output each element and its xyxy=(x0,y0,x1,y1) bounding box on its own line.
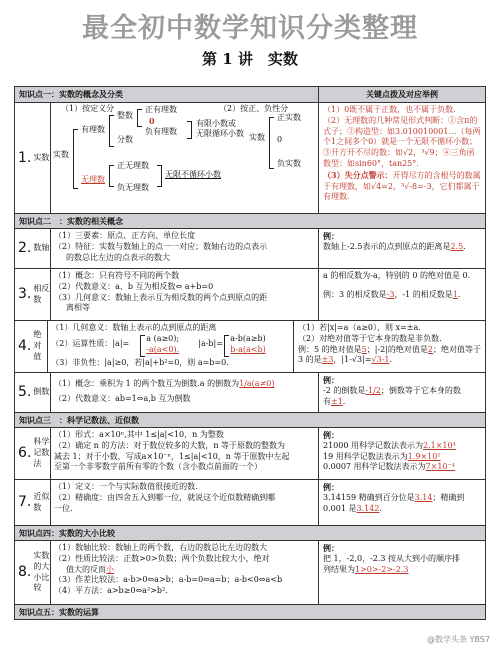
point-3-cont: 离相等 xyxy=(66,303,90,313)
point-2: （2）代数意义：a、b 互为相反数⇔ a+b=0 xyxy=(54,281,214,291)
point-2-cont2: 至第一个非零数字前所有零的个数（含小数点前面的一个） xyxy=(54,462,262,472)
example-label: 例： xyxy=(323,543,339,553)
header-right: 关键点拨及对应举例 xyxy=(366,89,438,99)
row-real-numbers xyxy=(15,102,485,213)
example-text: 例：3 的相反数是 xyxy=(323,289,387,299)
row-approximation: 7. 近似数 （1）定义：一个与实际数值很接近的数. （2）精确度：由四舍五入到哪一位，就说这个近似数精确到哪 一位. 例： 3.14159 精确到百分位是3.14；精确到 0.001 是3.142. xyxy=(15,479,485,525)
point-1: （1）数轴比较：数轴上的两个数，右边的数总比左边的数大 xyxy=(54,543,268,552)
node-pos-rational: 正有理数 xyxy=(145,105,177,114)
case-3: a-b(a≥b) xyxy=(230,334,266,343)
row-number: 7. xyxy=(18,494,32,511)
answer: √3-1 xyxy=(371,355,390,365)
node-finite: 有限小数或 xyxy=(196,119,236,128)
row-title: 实数的大小比较 xyxy=(33,550,50,593)
node-zero-2: 0 xyxy=(277,135,283,144)
point-2: （2）运算性质：|a|= xyxy=(51,339,130,348)
row-opposite: 3. 相反数 （1）概念：只有符号不同的两个数 （2）代数意义：a、b 互为相反数⇔ a+b=0 （3）几何意义：数轴上表示互为相反数的两个点到原点的距 离相等 a 的相反数为-a，特别的 0 的绝对值是 0. 例：3 的相反数是-3，-1 的相反数是1. xyxy=(15,268,485,320)
node-neg-irrational: 负无理数 xyxy=(117,183,149,192)
brace-icon xyxy=(224,335,229,357)
knowledge-table xyxy=(14,86,486,620)
example-label: 例： xyxy=(323,482,339,492)
node-fraction: 分数 xyxy=(117,135,133,144)
point-1: （1）三要素：原点、正方向、单位长度 xyxy=(54,231,196,240)
row-number: 5. xyxy=(18,384,32,401)
row-title: 科学记数法 xyxy=(33,437,50,468)
section-header-2: 知识点二 ：实数的相关概念 xyxy=(15,213,485,228)
answer: 1.9×10¹ xyxy=(407,451,441,461)
node-pos-real: 正实数 xyxy=(277,113,301,122)
answer: 3.14 xyxy=(414,492,433,502)
answer: 小 xyxy=(106,564,114,574)
section-header-5: 知识点五：实数的运算 xyxy=(15,604,485,619)
tip-2: （2）对绝对值等于它本身的数是非负数. xyxy=(297,333,442,343)
point-2-cont: 的数总比左边的点表示的数大 xyxy=(66,252,170,262)
section-header-3: 知识点三 ：科学记数法、近似数 xyxy=(15,412,485,427)
row-scientific-notation: 6. 科学记数法 （1）形式：a×10ⁿ,其中 1≤|a|<10，n 为整数 （2）确定 n 的方法：对于数位较多的大数，n 等于原数的整数为 减去 1；对于小数，写成a×10⁻ⁿ，1≤|a|<10，n 等于原数中左起 至第一个非零数字前所有零的个数（含小数点前面的一个） 例： 21000 用科学记数法表示为2.1×10⁴ 19 用科学记数法表示为1.9×10¹ 0.0007 用科学记数法表示为7×10⁻⁴ xyxy=(15,427,485,479)
point-2: （2）代数意义：ab=1⇔a,b 互为倒数 xyxy=(54,393,191,403)
node-real-2: 实数 xyxy=(249,133,265,142)
row-number: 6. xyxy=(18,445,32,462)
example-text: 把 1，-2,0，-2.3 按从大到小的顺序排 xyxy=(323,553,461,563)
row-title: 近似数 xyxy=(33,491,50,512)
example-label: 例： xyxy=(323,231,339,241)
brace-icon xyxy=(187,121,192,139)
row-number: 1. xyxy=(18,149,32,166)
warning-label: （3）失分点警示： xyxy=(323,169,393,180)
node-integer: 整数 xyxy=(117,111,133,120)
row-title: 数轴 xyxy=(33,243,50,253)
brace-icon xyxy=(137,109,142,127)
row-title: 实数 xyxy=(33,152,50,162)
answer: 3.142 xyxy=(356,503,380,513)
case-4: b-a(a<b) xyxy=(230,345,266,354)
table-header xyxy=(15,87,485,102)
node-irrational: 无理数 xyxy=(81,175,105,184)
node-neg-real: 负实数 xyxy=(277,159,301,168)
row-number: 2. xyxy=(18,240,32,257)
row-number: 8. xyxy=(18,564,32,581)
watermark: @数学头条 YBS7 xyxy=(427,635,490,644)
row-absolute-value: 4. 绝对值 （1）几何意义：数轴上表示的点到原点的距离 （2）运算性质：|a|= a (a≥0); -a(a<0). |a-b|= a-b(a≥b) b-a(a<b) （3）非负性：|a|≥0，若|a|+b²=0，则 a=b=0. （1）若|x|=a（a≥0），则 x=±a. （2）对绝对值等于它本身的数是非负数. 例：5 的绝对值是5；|-2|的绝对值是2；绝对值等于 3 的是±3，|1-√3|=√3-1. xyxy=(15,320,485,372)
tip-1: （1）若|x|=a（a≥0），则 x=±a. xyxy=(297,323,421,332)
answer: -1/2 xyxy=(365,385,381,395)
point-1: （1）概念：只有符号不同的两个数 xyxy=(54,271,180,280)
row-comparison: 8. 实数的大小比较 （1）数轴比较：数轴上的两个数，右边的数总比左边的数大 （2）性质比较法：正数>0>负数；两个负数比较大小，绝对 值大的反而小 （3）作差比较法：a-b>0⇔a>b；a-b=0⇔a=b；a-b<0⇔a<b （4）平方法：a>b≥0⇔a²>b². 例： 把 1，-2,0，-2.3 按从大到小的顺序排 列结果为1>0>-2>-2.3 xyxy=(15,540,485,604)
row-number: 4. xyxy=(18,338,32,355)
answer: 1 xyxy=(452,289,458,299)
row-number: 3. xyxy=(18,286,32,303)
point-4: （4）平方法：a>b≥0⇔a²>b². xyxy=(54,586,168,596)
node-rational: 有理数 xyxy=(81,125,105,134)
brace-icon xyxy=(269,117,274,169)
brace-icon xyxy=(140,335,145,357)
point-2: （2）特征：实数与数轴上的点一一对应；数轴右边的点表示 xyxy=(54,241,268,251)
point-3: （3）非负性：|a|≥0，若|a|+b²=0，则 a=b=0. xyxy=(51,358,229,367)
point-1: （1）几何意义：数轴上表示的点到原点的距离 xyxy=(51,323,217,332)
case-1: a (a≥0); xyxy=(146,334,180,343)
node-real: 实数 xyxy=(53,150,69,159)
answer: -3 xyxy=(386,289,395,299)
node-inf-nonrepeating: 无限不循环小数 xyxy=(165,170,221,179)
row-title: 相反数 xyxy=(33,283,50,304)
brace-icon xyxy=(73,129,78,189)
page-title: 最全初中数学知识分类整理 xyxy=(82,13,418,44)
section-header-4: 知识点四：实数的大小比较 xyxy=(15,525,485,540)
point-1: （1）定义：一个与实际数值很接近的数. xyxy=(54,482,198,491)
row-label xyxy=(15,103,51,213)
point-2-cont: 一位. xyxy=(54,503,73,513)
node-neg-rational: 负有理数 xyxy=(145,127,177,136)
header-left: 知识点一：实数的概念及分类 xyxy=(15,87,319,102)
case-2: -a(a<0). xyxy=(146,345,180,354)
point-2-cont: 减去 1；对于小数，写成a×10⁻ⁿ，1≤|a|<10，n 等于原数中左起 xyxy=(54,451,290,461)
point-3: （3）几何意义：数轴上表示互为相反数的两个点到原点的距 xyxy=(54,292,268,302)
tip: a 的相反数为-a，特别的 0 的绝对值是 0. xyxy=(323,271,471,280)
example-text: 例：5 的绝对值是 xyxy=(297,344,362,354)
answer: 1/a(a≠0) xyxy=(239,379,275,388)
tips-real-numbers xyxy=(319,103,485,213)
lesson-subtitle: 第 1 讲 实数 xyxy=(202,50,298,68)
classification-diagram xyxy=(51,103,319,213)
example-label: 例： xyxy=(323,430,339,440)
by-definition: （1）按定义分 xyxy=(61,104,115,113)
example-label: 例： xyxy=(323,375,339,385)
row-title: 绝对值 xyxy=(33,330,42,361)
answer: 2.1×10⁴ xyxy=(423,440,456,450)
answer: ±1 xyxy=(331,396,343,406)
point-2: （2）性质比较法：正数>0>负数；两个负数比较大小，绝对 xyxy=(54,553,270,563)
example-text: 数轴上-2.5表示的点到原点的距离是 xyxy=(323,241,451,251)
row-title: 倒数 xyxy=(33,387,50,397)
by-sign: （2）按正、负性分 xyxy=(219,104,289,113)
node-inf-repeating: 无限循环小数 xyxy=(196,129,244,138)
brace-icon xyxy=(157,165,162,187)
point-1: （1）概念：乘积为 1 的两个数互为倒数.a 的倒数为 xyxy=(54,379,240,388)
point-3: （3）作差比较法：a-b>0⇔a>b；a-b=0⇔a=b；a-b<0⇔a<b xyxy=(54,575,283,585)
tip-1: （1）0既不属于正数，也不属于负数. xyxy=(323,105,456,114)
answer: 2.5 xyxy=(450,241,464,251)
brace-icon xyxy=(109,115,114,147)
answer: 2 xyxy=(427,344,433,354)
point-2b: |a-b|= xyxy=(198,339,223,348)
row-reciprocal: 5. 倒数 （1）概念：乘积为 1 的两个数互为倒数.a 的倒数为1/a(a≠0) （2）代数意义：ab=1⇔a,b 互为倒数 例： -2 的倒数是-1/2；倒数等于它本身的数 有±1. xyxy=(15,372,485,412)
tip-3: 开得尽方的含根号的数属于有理数，如√4=2，³√-8=-3，它们都属于有理数. xyxy=(323,170,481,202)
node-zero: 0 xyxy=(149,116,155,126)
tip-2: （2）无理数的几种常见形式判断：①含π的式子；②构造型：如3.010010001…（每两个1之间多个0）就是一个无限不循环小数；③开方开不尽的数：如√2，³√9；④三角函数型：如sin60°，tan25°. xyxy=(323,115,481,168)
node-pos-irrational: 正无理数 xyxy=(117,161,149,170)
answer: 7×10⁻⁴ xyxy=(425,462,455,472)
point-1: （1）形式：a×10ⁿ,其中 1≤|a|<10，n 为整数 xyxy=(54,430,224,439)
brace-icon xyxy=(109,165,114,187)
point-2: （2）确定 n 的方法：对于数位较多的大数，n 等于原数的整数为 xyxy=(54,440,286,450)
answer: 5 xyxy=(361,344,367,354)
answer: ±3 xyxy=(321,355,334,365)
answer: 1>0>-2>-2.3 xyxy=(355,564,409,574)
row-number-line: 2. 数轴 （1）三要素：原点、正方向、单位长度 （2）特征：实数与数轴上的点一一对应；数轴右边的点表示 的数总比左边的点表示的数大 例： 数轴上-2.5表示的点到原点的距离是2.5. xyxy=(15,228,485,268)
point-2: （2）精确度：由四舍五入到哪一位，就说这个近似数精确到哪 xyxy=(54,492,276,502)
